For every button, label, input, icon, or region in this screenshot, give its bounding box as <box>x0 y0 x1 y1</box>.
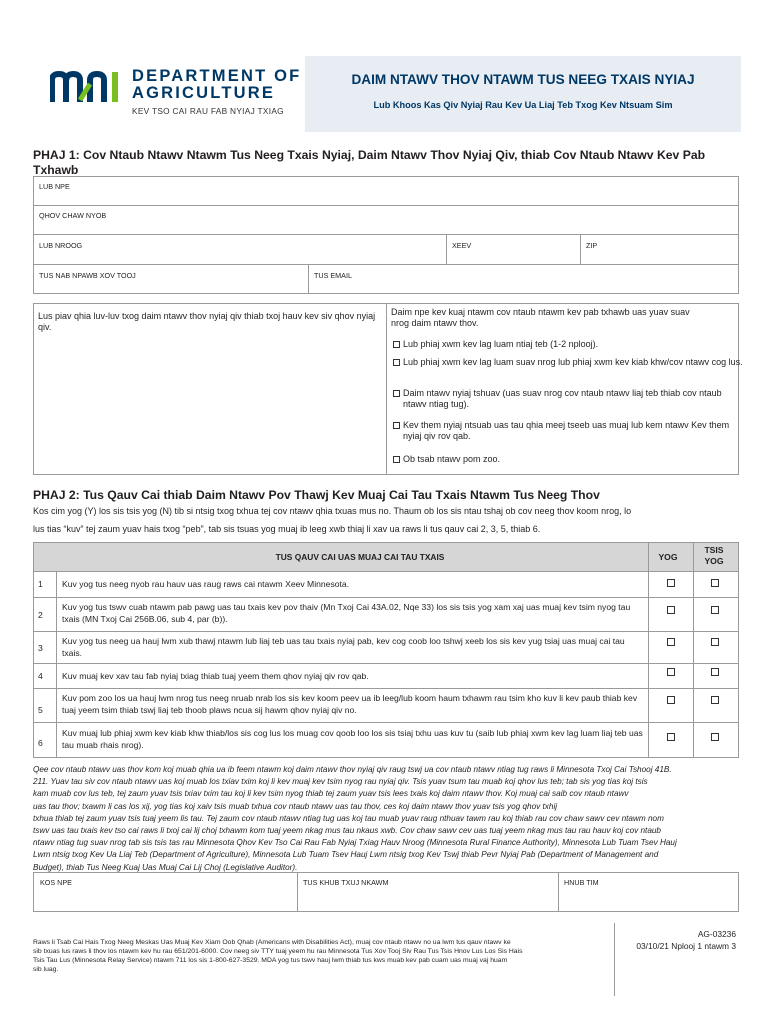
ada-notice <box>33 938 608 974</box>
checklist-item[interactable] <box>393 388 743 410</box>
checklist-label: Lub phiaj xwm kev lag luam suav nrog lub phiaj xwm kev kiab khw/cov ntawv cog lus. <box>403 357 743 367</box>
privacy-line: Qee cov ntaub ntawv uas thov kom koj muab qhia ua ib feem ntawm koj daim ntawv thov nyiaj qiv raug tswj ua cov ntaub ntawv ntiag tug raws li Minnesota Txoj Cai Tshooj 41B. <box>33 765 672 774</box>
divider <box>33 264 739 265</box>
row2-yes-checkbox[interactable] <box>667 606 675 614</box>
form-number: AG-03236 <box>697 929 736 939</box>
city-field[interactable]: LUB NROOG <box>39 241 83 250</box>
table-row: Kuv yog tus tswv cuab ntawm pab pawg uas tau txais kev pov thaiv (Mn Txoj Cai 43A.02, Nqe 33) los sis tsis yog xam xaj uas muaj kev tsim nyog tau txais (MN Txoj Cai 256B.06, sub 4, par (b)). <box>62 602 631 624</box>
privacy-line: Lwm ntsig txog Kev Ua Liaj Teb (Department of Agriculture), Minnesota Lub Tuam Tsev Hauj Lwm ntsig txog Kev Tswj thiab Pevr Nyiaj Pab (Department of Management and <box>33 850 659 860</box>
phone-field[interactable]: TUS NAB NPAWB XOV TOOJ <box>39 271 136 280</box>
dept-subtitle: KEV TSO CAI RAU FAB NYIAJ TXIAG <box>132 106 284 116</box>
row1-no-checkbox[interactable] <box>711 579 719 587</box>
row-number: 5 <box>38 705 43 715</box>
table-row: Kuv muaj lub phiaj xwm kev kiab khw thiab/los sis cog lus los muag cov qoob loo los sis tsiaj txhu uas kuv tu (saib lub phiaj xwm kev lag luam liaj teb uas tau muab rhais nrog). <box>62 728 643 750</box>
checklist-item[interactable] <box>393 339 733 350</box>
divider <box>33 722 739 723</box>
checkbox[interactable] <box>393 341 400 348</box>
dept-line2: AGRICULTURE <box>132 84 276 102</box>
ada-line: Raws li Tsab Cai Hais Txog Neeg Meskas Uas Muaj Kev Xiam Oob Qhab (Americans with Disabilities Act), muaj cov ntaub ntawv no ua lwm tus qauv ntawv ke <box>33 939 511 946</box>
name-field[interactable]: LUB NPE <box>39 182 70 191</box>
state-field[interactable]: XEEV <box>452 241 472 250</box>
divider <box>308 264 309 294</box>
checklist-item[interactable] <box>393 357 743 368</box>
row3-yes-checkbox[interactable] <box>667 638 675 646</box>
table-row: Kuv muaj kev xav tau fab nyiaj txiag thiab tuaj yeem them qhov nyiaj qiv rov qab. <box>62 671 369 681</box>
checklist-label: Ob tsab ntawv pom zoo. <box>403 454 501 464</box>
department-name <box>132 68 301 102</box>
divider <box>580 234 581 264</box>
part2-title: PHAJ 2: Tus Qauv Cai thiab Daim Ntawv Pov Thawj Kev Muaj Cai Tau Txais Ntawm Tus Neeg Thov <box>33 488 600 502</box>
divider <box>33 234 739 235</box>
part1-title: PHAJ 1: Cov Ntaub Ntawv Ntawm Tus Neeg Txais Nyiaj, Daim Ntawv Thov Nyiaj Qiv, thiab Cov Ntaub Ntawv Kev Pab Txhawb <box>33 148 706 177</box>
signature-field[interactable]: KOS NPE <box>40 878 72 887</box>
row2-no-checkbox[interactable] <box>711 606 719 614</box>
row6-yes-checkbox[interactable] <box>667 733 675 741</box>
table-row: Kuv yog tus neeg ua hauj lwm xub thawj ntawm lub liaj teb uas tau txais nyiaj pab, kev cog coob loo tshwj xeeb los sis kev yug tsiaj uas muaj cai tau txais. <box>62 636 625 658</box>
row6-no-checkbox[interactable] <box>711 733 719 741</box>
signer-title-field[interactable]: TUS KHUB TXUJ NKAWM <box>303 878 389 887</box>
checkbox[interactable] <box>393 390 400 397</box>
row4-no-checkbox[interactable] <box>711 668 719 676</box>
divider <box>386 303 387 475</box>
date-field[interactable]: HNUB TIM <box>564 878 599 887</box>
col-no-line2: YOG <box>704 556 724 566</box>
divider <box>648 542 649 758</box>
privacy-line: uas tau thov; txawm li cas los xij, yog tias koj xaiv tsis muab txhua cov ntaub ntawv uas tau thov, ces koj daim ntawv thov yuav tsis yog qhov txhij <box>33 801 558 811</box>
privacy-notice <box>33 764 743 874</box>
divider <box>33 688 739 689</box>
checklist-label: Daim ntawv nyiaj tshuav (uas suav nrog cov ntaub ntawv liaj teb thiab cov ntaub ntawv ntiag tug). <box>403 388 722 409</box>
divider <box>33 663 739 664</box>
divider <box>33 597 739 598</box>
divider <box>33 571 739 572</box>
privacy-line: tswv uas tau txais kev tso cai raws li txoj cai lij choj txhawm kom tuaj yeem nkag mus tau nkaus xwb. Cov chaw sawv cev uas tuaj yeem nkag mus tau rau hauv koj cov ntaub <box>33 826 661 836</box>
mda-logo-icon <box>50 70 120 104</box>
address-field[interactable]: QHOV CHAW NYOB <box>39 211 107 220</box>
row3-no-checkbox[interactable] <box>711 638 719 646</box>
form-title: DAIM NTAWV THOV NTAWM TUS NEEG TXAIS NYIAJ <box>351 72 695 87</box>
email-field[interactable]: TUS EMAIL <box>314 271 352 280</box>
page-info: 03/10/21 Nplooj 1 ntawm 3 <box>636 941 736 951</box>
checklist-item[interactable] <box>393 454 733 465</box>
row5-no-checkbox[interactable] <box>711 696 719 704</box>
form-title-box <box>305 56 741 132</box>
row-number: 2 <box>38 610 43 620</box>
checkbox[interactable] <box>393 359 400 366</box>
checkbox[interactable] <box>393 456 400 463</box>
row1-yes-checkbox[interactable] <box>667 579 675 587</box>
divider <box>693 542 694 758</box>
privacy-line: ntawv ntiag tug suav nrog tab sis tsis tas rau Minnesota Qhov Kev Tso Cai Rau Fab Nyiaj Txiag Hauv Nroog (Minnesota Rural Finance Authority), Minnesota Lub Tuam Tsev Hauj <box>33 838 677 848</box>
row5-yes-checkbox[interactable] <box>667 696 675 704</box>
checklist-label: Kev them nyiaj ntsuab uas tau qhia meej tseeb uas muaj lub kem ntawv Kev them nyiaj qiv rov qab. <box>403 420 730 441</box>
row4-yes-checkbox[interactable] <box>667 668 675 676</box>
row-number: 1 <box>38 579 43 589</box>
row-number: 4 <box>38 671 43 681</box>
checklist-label: Lub phiaj xwm kev lag luam ntiaj teb (1-2 nplooj). <box>403 339 599 349</box>
divider <box>558 872 559 912</box>
table-row: Kuv yog tus neeg nyob rau hauv uas raug raws cai ntawm Xeev Minnesota. <box>62 579 350 589</box>
row-number: 6 <box>38 738 43 748</box>
privacy-line: 211. Yuav tau siv cov ntaub ntawv uas koj muab los txiav txim koj li kev muaj kev tsim nyog rau nyiaj qiv. Tsis yuav tsum tau muab koj qhov lus teb; tab sis yog tias koj tsis <box>33 777 648 787</box>
divider <box>33 205 739 206</box>
ada-line: Tsis Tau Lus (Minnesota Relay Service) ntawm 711 los sis 1-800-627-3529. MDA yog tus tswv hauj lwm thiab tus kws muab kev pab cuam uas muaj vaj huam <box>33 957 508 964</box>
ada-line: sib luag. <box>33 966 59 973</box>
checklist-intro: Daim npe kev kuaj ntawm cov ntaub ntawm kev pab txhawb uas yuav suav nrog daim ntawv thov. <box>391 307 690 328</box>
privacy-line: Budget), thiab Tus Neeg Kuaj Uas Muaj Cai Lij Choj (Legislative Auditor). <box>33 862 298 872</box>
divider <box>56 571 57 758</box>
part2-intro-line1: Kos cim yog (Y) los sis tsis yog (N) tib si ntsig txog txhua tej cov ntawv qhia txuas mus no. Thaum ob los sis ntau tshaj ob cov neeg thov koom nrog, lo <box>33 506 632 516</box>
loan-description-field[interactable]: Lus piav qhia luv-luv txog daim ntawv thov nyiaj qiv thiab txoj hauv kev siv qhov nyiaj qiv. <box>38 311 376 332</box>
table-col-yes: YOG <box>658 552 678 562</box>
table-col-no <box>694 545 734 567</box>
checkbox[interactable] <box>393 422 400 429</box>
col-no-line1: TSIS <box>704 545 724 555</box>
part2-intro-line2: lus tias “kuv” tej zaum yuav hais txog “peb”, tab sis tsuas yog muaj ib leeg xwb thiaj li xav ua raws li tus qauv cai 2, 3, 5, thiab 6. <box>33 524 541 534</box>
applicant-info-box <box>33 176 739 294</box>
dept-line1: DEPARTMENT OF <box>132 67 302 85</box>
privacy-line: kam muab cov lus teb, tej zaum yuav tsis txiav txim tau koj li kev tsim nyog thiab tej zaum yuav tsis lees txais koj daim ntawv thov. Koj muaj cai saib cov ntaub ntawv <box>33 789 629 799</box>
privacy-line: txhua thiab tej zaum yuav tsis tuaj yeem lis tau. Tej zaum cov ntaub ntawv ntiag tug uas koj tau muab yuav raug nthuav tawm rau koj thiab rau cov chaw sawv cev ntawm nom <box>33 813 664 823</box>
form-subtitle: Lub Khoos Kas Qiv Nyiaj Rau Kev Ua Liaj Teb Txog Kev Ntsuam Sim <box>373 100 673 110</box>
divider <box>33 631 739 632</box>
divider <box>614 923 615 996</box>
table-row: Kuv pom zoo los ua hauj lwm nrog tus neeg nruab nrab los sis kev koom peev ua ib leeg/lub koom haum txhawm rau tsim kho kuv li kev paub thiab kev tuaj yeem tsim thiab tswj liaj teb thoob plaws ncua sij hawm qhov nyiaj qiv no. <box>62 693 638 715</box>
ada-line: sib txuas lus raws li thov los ntawm kev hu rau 651/201-6000. Cov neeg siv TTY tuaj yeem hu rau Minnesota Tus Xov Tooj Siv Rau Tus Tsis Hnov Lus Los Sis Hais <box>33 948 523 955</box>
row-number: 3 <box>38 643 43 653</box>
table-col-criteria: TUS QAUV CAI UAS MUAJ CAI TAU TXAIS <box>275 552 445 562</box>
checklist-item[interactable] <box>393 420 743 442</box>
zip-field[interactable]: ZIP <box>586 241 598 250</box>
divider <box>297 872 298 912</box>
divider <box>446 234 447 264</box>
